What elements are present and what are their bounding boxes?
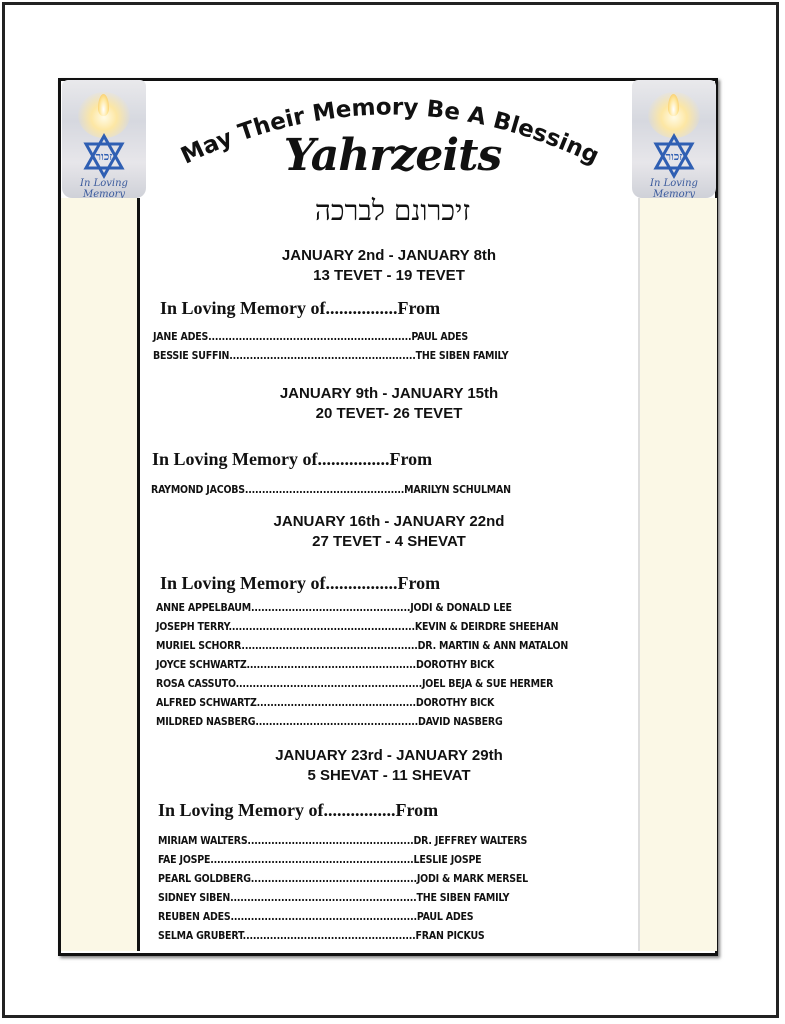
list-item: RAYMOND JACOBS...............................................MARILYN SCHULMAN xyxy=(151,484,511,496)
gregorian-date-range: JANUARY 23rd - JANUARY 29th xyxy=(275,747,503,764)
gregorian-date-range: JANUARY 16th - JANUARY 22nd xyxy=(273,513,505,530)
list-item: JOYCE SCHWARTZ..................................................DOROTHY BICK xyxy=(156,659,495,671)
gregorian-date-range: JANUARY 9th - JANUARY 15th xyxy=(279,385,499,402)
list-item: ANNE APPELBAUM...............................................JODI & DONALD LEE xyxy=(156,602,512,614)
week-heading xyxy=(140,512,638,552)
candle-hebrew-word: זכור xyxy=(665,150,683,163)
hebrew-date-range: 20 TEVET- 26 TEVET xyxy=(315,405,463,422)
page-title: Yahrzeits xyxy=(283,130,502,181)
entry-list xyxy=(153,328,508,366)
week-heading xyxy=(140,746,638,786)
right-side-column xyxy=(638,198,717,951)
hebrew-title: זיכרונם לברכה xyxy=(314,194,471,227)
gregorian-date-range: JANUARY 2nd - JANUARY 8th xyxy=(281,247,497,264)
list-item: MURIEL SCHORR....................................................DR. MARTIN & ANN MATALON xyxy=(156,640,569,652)
arched-title-text: May Their Memory Be A Blessing xyxy=(177,94,603,170)
hebrew-date-range: 13 TEVET - 19 TEVET xyxy=(313,267,465,284)
list-item: ALFRED SCHWARTZ...............................................DOROTHY BICK xyxy=(156,697,495,709)
candle-caption: In Loving Memory xyxy=(650,178,698,198)
memory-heading: In Loving Memory of................From xyxy=(160,298,441,318)
list-item: SELMA GRUBERT...................................................FRAN PICKUS xyxy=(158,930,485,942)
list-item: MIRIAM WALTERS.................................................DR. JEFFREY WALTERS xyxy=(158,835,528,847)
hebrew-date-range: 27 TEVET - 4 SHEVAT xyxy=(312,533,466,550)
candle-hebrew-word: זכור xyxy=(95,150,113,163)
entry-list xyxy=(156,599,568,732)
list-item: BESSIE SUFFIN.......................................................THE SIBEN FAMILY xyxy=(153,350,509,362)
memory-heading: In Loving Memory of................From xyxy=(160,573,441,593)
flame-icon xyxy=(98,94,109,116)
week-heading xyxy=(140,246,638,286)
memory-heading: In Loving Memory of................From xyxy=(152,449,433,469)
list-item: MILDRED NASBERG................................................DAVID NASBERG xyxy=(156,716,503,728)
list-item: JANE ADES............................................................PAUL ADES xyxy=(153,331,468,343)
list-item: ROSA CASSUTO.......................................................JOEL BEJA & SUE HERMER xyxy=(156,678,554,690)
flame-icon xyxy=(668,94,679,116)
entry-list xyxy=(158,832,528,946)
left-side-column xyxy=(61,198,140,951)
list-item: REUBEN ADES.......................................................PAUL ADES xyxy=(158,911,474,923)
candle-caption: In Loving Memory xyxy=(80,178,128,198)
list-item: FAE JOSPE............................................................LESLIE JOSPE xyxy=(158,854,482,866)
list-item: SIDNEY SIBEN.......................................................THE SIBEN FAMILY xyxy=(158,892,510,904)
list-item: JOSEPH TERRY.......................................................KEVIN & DEIRDRE SHEEHAN xyxy=(156,621,559,633)
memory-heading: In Loving Memory of................From xyxy=(158,800,439,820)
list-item: PEARL GOLDBERG.................................................JODI & MARK MERSEL xyxy=(158,873,528,885)
entry-list xyxy=(151,481,511,500)
hebrew-date-range: 5 SHEVAT - 11 SHEVAT xyxy=(307,767,471,784)
week-heading xyxy=(140,384,638,424)
